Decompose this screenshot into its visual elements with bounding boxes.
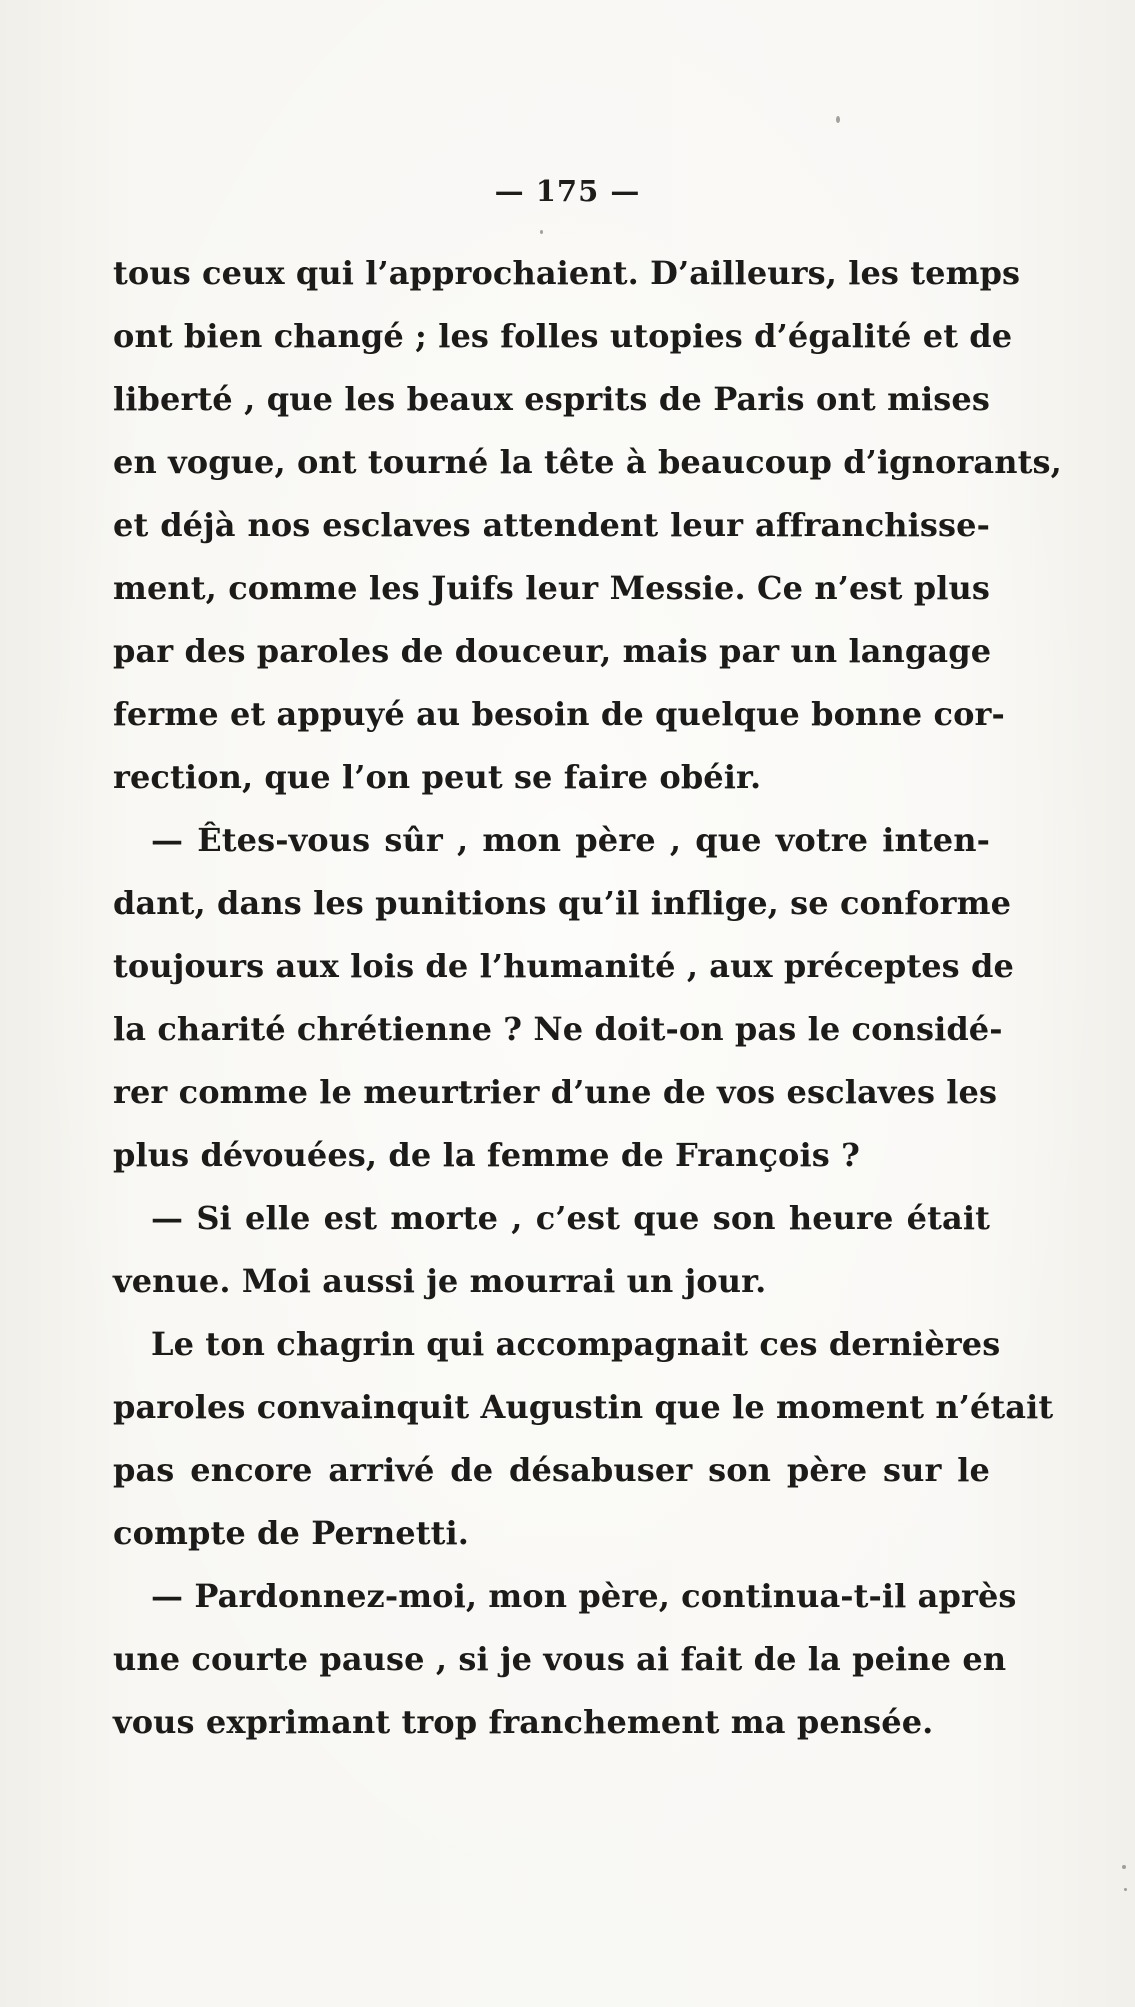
text-line: paroles convainquit Augustin que le moment n’était	[113, 1388, 1054, 1426]
text-line: Le ton chagrin qui accompagnait ces dernières	[151, 1325, 1001, 1363]
text-line: la charité chrétienne ? Ne doit-on pas le considé-	[113, 1010, 1003, 1048]
text-line: ont bien changé ; les folles utopies d’égalité et de	[113, 317, 1013, 355]
text-line: vous exprimant trop franchement ma pensée.	[113, 1703, 934, 1741]
text-line: liberté , que les beaux esprits de Paris ont mises	[113, 380, 990, 418]
text-line: ment, comme les Juifs leur Messie. Ce n’est plus	[113, 569, 990, 607]
text-line: venue. Moi aussi je mourrai un jour.	[113, 1262, 767, 1300]
text-line: et déjà nos esclaves attendent leur affranchisse-	[113, 506, 990, 544]
text-line: rection, que l’on peut se faire obéir.	[113, 758, 762, 796]
text-line: tous ceux qui l’approchaient. D’ailleurs, les temps	[113, 254, 1021, 292]
text-line: — Si elle est morte , c’est que son heure était	[151, 1199, 990, 1237]
text-line: plus dévouées, de la femme de François ?	[113, 1136, 860, 1174]
page-number: — 175 —	[494, 174, 641, 208]
text-line: pas encore arrivé de désabuser son père sur le	[113, 1451, 990, 1489]
text-line: compte de Pernetti.	[113, 1514, 470, 1552]
text-line: en vogue, ont tourné la tête à beaucoup d’ignorants,	[113, 443, 1062, 481]
text-line: par des paroles de douceur, mais par un langage	[113, 632, 992, 670]
body-text	[113, 242, 1062, 1754]
text-line: — Pardonnez-moi, mon père, continua-t-il après	[151, 1577, 1017, 1615]
text-line: rer comme le meurtrier d’une de vos esclaves les	[113, 1073, 998, 1111]
text-line: dant, dans les punitions qu’il inflige, se conforme	[113, 884, 1012, 922]
text-line: toujours aux lois de l’humanité , aux préceptes de	[113, 947, 1014, 985]
text-line: une courte pause , si je vous ai fait de la peine en	[113, 1640, 1007, 1678]
text-line: ferme et appuyé au besoin de quelque bonne cor-	[113, 695, 1005, 733]
text-line: — Êtes-vous sûr , mon père , que votre inten-	[151, 821, 990, 859]
